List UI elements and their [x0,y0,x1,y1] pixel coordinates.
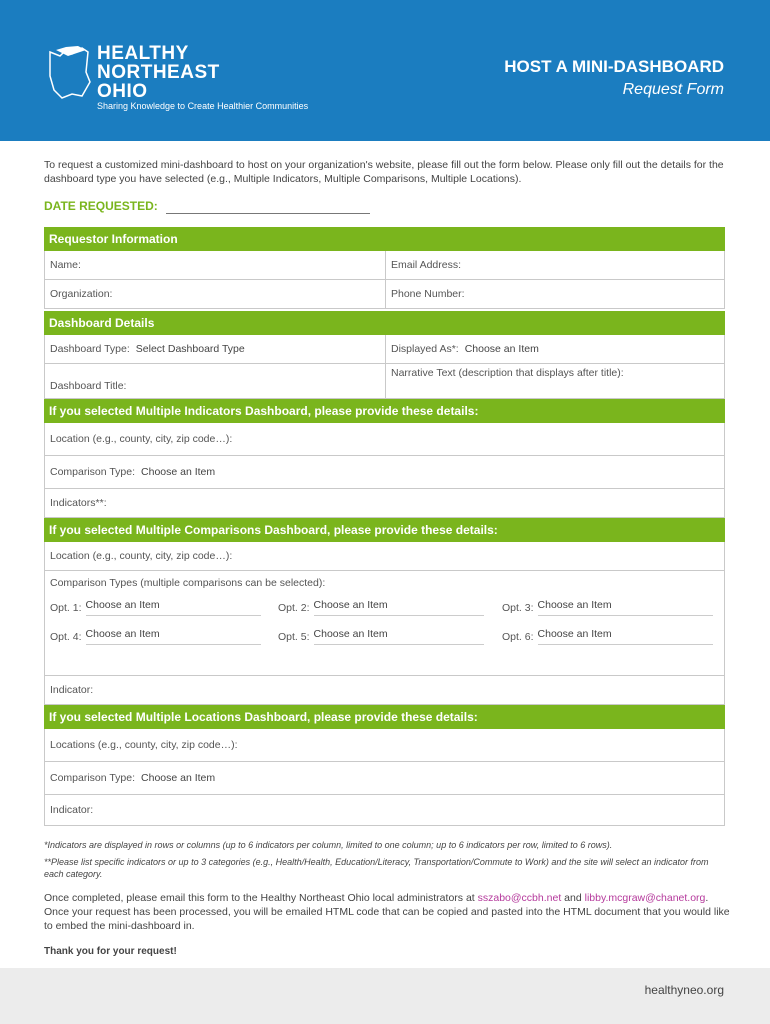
phone-field[interactable] [385,280,724,308]
dashboard-type-select[interactable]: Select Dashboard Type [135,343,245,355]
logo-text: HEALTHY NORTHEAST OHIO [97,43,220,102]
page-footer [0,968,770,1024]
mi-comparison-label: Comparison Type: [50,466,136,478]
mc-option-3[interactable]: Opt. 3: Choose an Item [502,599,713,616]
footer-site-link[interactable]: healthyneo.org [644,983,724,997]
dashboard-title-label: Dashboard Title: [50,380,127,392]
name-field[interactable] [45,251,385,279]
page-title: HOST A MINI-DASHBOARD [504,57,724,76]
footnote-indicators: *Indicators are displayed in rows or columns (up to 6 indicators per column, limited to one column; up to 6 indicators per row, limited to 6 rows). [44,840,613,850]
mc-option-6-select[interactable]: Choose an Item [538,628,713,645]
mc-indicator-field[interactable] [45,676,724,704]
section-dashboard-heading: Dashboard Details [44,311,725,335]
displayed-as-label: Displayed As*: [391,343,459,355]
mc-option-1-select[interactable]: Choose an Item [86,599,261,616]
ml-comparison-field[interactable] [45,762,724,794]
request-form [44,227,725,826]
page-subtitle: Request Form [622,81,724,98]
organization-field[interactable] [45,280,385,308]
displayed-as-select[interactable]: Choose an Item [464,343,539,355]
mc-option-3-select[interactable]: Choose an Item [538,599,713,616]
ml-locations-field[interactable] [45,729,724,761]
ohio-map-icon [46,46,92,100]
displayed-as-field[interactable] [385,335,724,363]
page-header [0,0,770,141]
ml-locations-label: Locations (e.g., county, city, zip code…): [50,739,238,751]
mi-indicators-label: Indicators**: [50,497,107,509]
mc-types-label: Comparison Types (multiple comparisons can be selected): [50,577,326,589]
date-requested-field[interactable] [166,213,370,214]
mc-option-1[interactable]: Opt. 1: Choose an Item [50,599,278,616]
section-requestor-heading: Requestor Information [44,227,725,251]
thank-you-text: Thank you for your request! [44,946,177,957]
dashboard-title-field[interactable] [45,364,385,398]
mi-indicators-field[interactable] [45,489,724,517]
section-multi-comparisons-heading: If you selected Multiple Comparisons Dashboard, please provide these details: [44,518,725,542]
intro-text: To request a customized mini-dashboard to host on your organization's website, please fill out the form below. Please only fill out the details for the dashboard type you have selected (e.g., Multiple Indicators, Multiple Comparisons, Multiple Locations). [44,159,724,185]
mc-option-4-select[interactable]: Choose an Item [86,628,261,645]
narrative-text-label: Narrative Text (description that displays after title): [391,367,624,379]
ml-comparison-select[interactable]: Choose an Item [141,772,216,784]
mc-location-label: Location (e.g., county, city, zip code…): [50,550,233,562]
email-link-sszabo[interactable]: sszabo@ccbh.net [477,892,562,904]
closing-instructions: Once completed, please email this form to the Healthy Northeast Ohio local administrators at sszabo@ccbh.net and libby.mcgraw@chanet.org. Once your request has been processed, you will be emailed HTML code that can be copied and pasted into the HTML document that you would like to embed the mini-dashboard in. [44,892,730,932]
phone-label: Phone Number: [391,288,465,300]
ml-indicator-field[interactable] [45,795,724,825]
mc-option-6[interactable]: Opt. 6: Choose an Item [502,628,713,645]
email-link-mcgraw[interactable]: libby.mcgraw@chanet.org [584,892,706,904]
mi-comparison-field[interactable] [45,456,724,488]
logo-tagline: Sharing Knowledge to Create Healthier Communities [97,101,309,111]
organization-label: Organization: [50,288,113,300]
email-field[interactable] [385,251,724,279]
mc-option-5[interactable]: Opt. 5: Choose an Item [278,628,502,645]
narrative-text-field[interactable] [385,364,724,398]
ml-comparison-label: Comparison Type: [50,772,136,784]
date-requested-label: DATE REQUESTED: [44,199,158,213]
healthy-neo-logo [46,44,316,114]
ml-indicator-label: Indicator: [50,804,94,816]
dashboard-type-label: Dashboard Type: [50,343,130,355]
mi-location-field[interactable] [45,423,724,455]
mi-location-label: Location (e.g., county, city, zip code…): [50,433,233,445]
section-multi-indicators-heading: If you selected Multiple Indicators Dashboard, please provide these details: [44,399,725,423]
mc-location-field[interactable] [45,542,724,570]
mc-option-2-select[interactable]: Choose an Item [314,599,484,616]
mc-option-5-select[interactable]: Choose an Item [314,628,484,645]
footnote-categories: **Please list specific indicators or up to 3 categories (e.g., Health/Health, Education/Literacy, Transportation/Commute to Work) and the site will select an indicator from each category. [44,857,709,879]
mi-comparison-select[interactable]: Choose an Item [141,466,216,478]
email-label: Email Address: [391,259,462,271]
section-multi-locations-heading: If you selected Multiple Locations Dashboard, please provide these details: [44,705,725,729]
mc-option-2[interactable]: Opt. 2: Choose an Item [278,599,502,616]
mc-option-4[interactable]: Opt. 4: Choose an Item [50,628,278,645]
mc-indicator-label: Indicator: [50,684,94,696]
dashboard-type-field[interactable] [45,335,385,363]
name-label: Name: [50,259,81,271]
